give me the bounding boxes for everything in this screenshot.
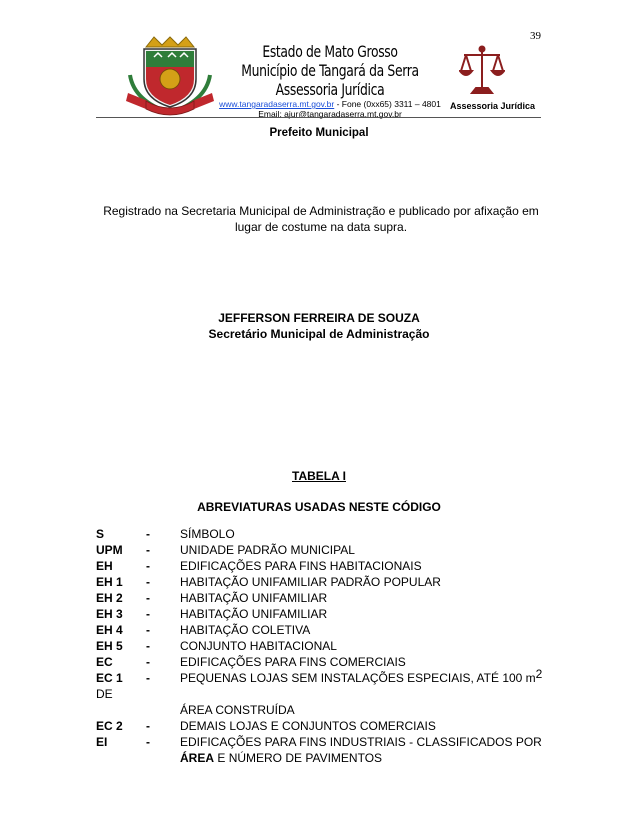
list-item (96, 622, 546, 638)
table-subtitle: ABREVIATURAS USADAS NESTE CÓDIGO (197, 500, 441, 514)
abbr-desc: UNIDADE PADRÃO MUNICIPAL (180, 543, 355, 557)
abbr-desc: EDIFICAÇÕES PARA FINS HABITACIONAIS (180, 559, 422, 573)
phone-text: - Fone (0xx65) 3311 – 4801 (334, 99, 441, 109)
abbr-dash: - (146, 719, 150, 733)
website-link[interactable]: www.tangaradaserra.mt.gov.br (219, 99, 335, 109)
signer-name: JEFFERSON FERREIRA DE SOUZA (218, 311, 420, 325)
abbr-code: S (96, 527, 105, 541)
abbr-code: EH 5 (96, 639, 123, 653)
list-item (96, 526, 546, 542)
abbr-dash: - (146, 575, 150, 589)
abbr-dash: - (146, 671, 150, 685)
header-municipality: Município de Tangará da Serra (241, 61, 419, 80)
abbr-code: DE (96, 687, 113, 701)
municipal-crest-icon (124, 35, 216, 117)
header-email: Email: ajur@tangaradaserra.mt.gov.br (258, 109, 402, 119)
abbr-dash: - (146, 591, 150, 605)
header-divider (96, 117, 541, 118)
abbr-desc: EDIFICAÇÕES PARA FINS COMERCIAIS (180, 655, 406, 669)
abbr-dash: - (146, 655, 150, 669)
abbr-dash: - (146, 735, 150, 749)
superscript-two: 2 (535, 667, 543, 681)
abbr-dash: - (146, 543, 150, 557)
assessoria-label: Assessoria Jurídica (450, 101, 536, 111)
list-item (96, 638, 546, 654)
abbr-desc: SÍMBOLO (180, 527, 235, 541)
prefeito-label: Prefeito Municipal (269, 127, 369, 139)
abbr-code: UPM (96, 543, 123, 557)
abbr-dash: - (146, 623, 150, 637)
list-item (96, 606, 546, 622)
list-item (96, 654, 546, 670)
abbr-desc: HABITAÇÃO COLETIVA (180, 623, 311, 637)
abbr-desc: HABITAÇÃO UNIFAMILIAR (180, 607, 328, 621)
abbr-desc-text: PEQUENAS LOJAS SEM INSTALAÇÕES ESPECIAIS, ATÉ 100 m (180, 671, 536, 685)
abbr-desc: DEMAIS LOJAS E CONJUNTOS COMERCIAIS (180, 719, 436, 733)
abbr-code: EH (96, 559, 113, 573)
abbr-desc (180, 750, 382, 766)
list-item (96, 718, 546, 734)
abbr-dash: - (146, 559, 150, 573)
abbr-desc: EDIFICAÇÕES PARA FINS INDUSTRIAIS - CLASSIFICADOS POR (180, 735, 542, 749)
abbr-code: EI (96, 735, 108, 749)
abbr-desc: CONJUNTO HABITACIONAL (180, 639, 337, 653)
table-title: TABELA I (292, 469, 346, 483)
abbr-code: EH 3 (96, 607, 123, 621)
list-item (96, 750, 546, 766)
abbr-dash: - (146, 607, 150, 621)
abbr-code: EC (96, 655, 113, 669)
list-item (96, 574, 546, 590)
abbr-code: EC 2 (96, 719, 123, 733)
abbr-desc-rest: E NÚMERO DE PAVIMENTOS (214, 751, 383, 765)
page-number: 39 (530, 30, 541, 42)
abbr-desc-bold: ÁREA (180, 751, 215, 765)
header-contact-line (210, 99, 450, 109)
header-office: Assessoria Jurídica (275, 80, 385, 99)
list-item (96, 734, 546, 750)
abbr-dash: - (146, 639, 150, 653)
abbr-code: EC 1 (96, 671, 123, 685)
abbr-desc: HABITAÇÃO UNIFAMILIAR PADRÃO POPULAR (180, 575, 441, 589)
abbr-dash: - (146, 527, 150, 541)
abbr-code: EH 1 (96, 575, 123, 589)
list-item (96, 542, 546, 558)
signer-title: Secretário Municipal de Administração (208, 327, 430, 341)
list-item (96, 667, 546, 686)
abbr-code: EH 2 (96, 591, 123, 605)
abbr-desc (180, 667, 543, 686)
list-item (96, 590, 546, 606)
list-item (96, 558, 546, 574)
header-state: Estado de Mato Grosso (262, 42, 398, 61)
list-item (96, 686, 546, 702)
abbr-code: EH 4 (96, 623, 123, 637)
abbr-desc: ÁREA CONSTRUÍDA (180, 703, 295, 717)
scales-of-justice-icon (459, 43, 505, 95)
list-item (96, 702, 546, 718)
registration-note: Registrado na Secretaria Municipal de Administração e publicado por afixação em lugar de costume na data supra. (103, 204, 539, 234)
abbr-desc: HABITAÇÃO UNIFAMILIAR (180, 591, 328, 605)
abbreviations-list (96, 526, 546, 766)
